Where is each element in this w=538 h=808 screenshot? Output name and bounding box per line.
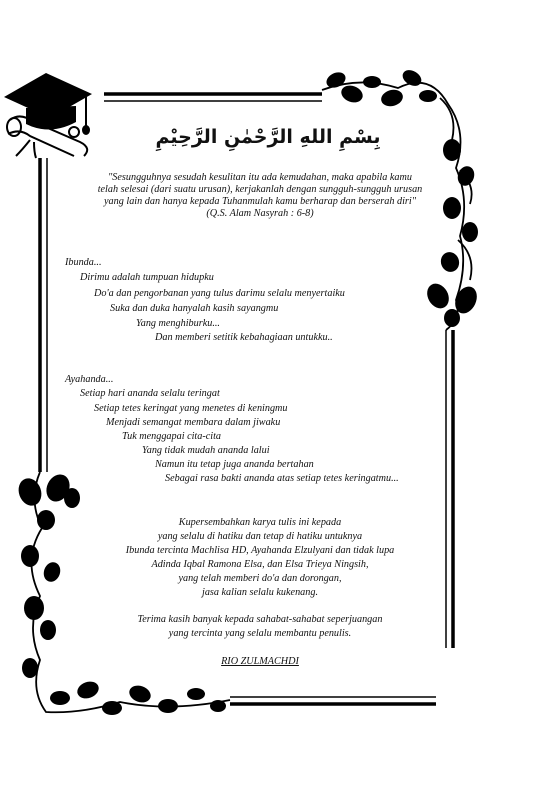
- ayahanda-line: Yang tidak mudah ananda lalui: [142, 445, 270, 456]
- author-signature: RIO ZULMACHDI: [221, 656, 299, 667]
- dedication-line: Kupersembahkan karya tulis ini kepada: [178, 517, 342, 528]
- ayahanda-line: Setiap hari ananda selalu teringat: [80, 388, 220, 399]
- ibunda-line: Yang menghiburku...: [136, 318, 220, 329]
- ayahanda-line: Menjadi semangat membara dalam jiwaku: [106, 417, 281, 428]
- thanks-line: yang tercinta yang selalu membantu penulis.: [168, 628, 352, 639]
- ibunda-line: Dan memberi setitik kebahagiaan untukku..: [155, 332, 333, 343]
- quote-line: "Sesungguhnya sesudah kesulitan itu ada kemudahan, maka apabila kamu: [108, 172, 412, 183]
- ibunda-line: Do'a dan pengorbanan yang tulus darimu selalu menyertaiku: [94, 288, 345, 299]
- graduation-cap-icon: [4, 73, 92, 158]
- ibunda-line: Suka dan duka hanyalah kasih sayangmu: [110, 303, 279, 314]
- ayahanda-line: Setiap tetes keringat yang menetes di keningmu: [94, 403, 288, 414]
- dedication-line: jasa kalian selalu kukenang.: [201, 587, 318, 598]
- ayahanda-line: Sebagai rasa bakti ananda atas setiap tetes keringatmu...: [165, 473, 399, 484]
- quote-reference: (Q.S. Alam Nasyrah : 6-8): [206, 208, 314, 219]
- basmala-calligraphy: بِسْمِ اللهِ الرَّحْمٰنِ الرَّحِيْمِ: [155, 126, 381, 148]
- thanks-line: Terima kasih banyak kepada sahabat-sahabat seperjuangan: [137, 614, 383, 625]
- dedication-line: yang selalu di hatiku dan tetap di hatiku untuknya: [157, 531, 363, 542]
- ayahanda-line: Namun itu tetap juga ananda bertahan: [155, 459, 314, 470]
- ibunda-heading: Ibunda...: [65, 257, 102, 268]
- ayahanda-heading: Ayahanda...: [65, 374, 114, 385]
- ayahanda-line: Tuk menggapai cita-cita: [122, 431, 222, 442]
- dedication-line: Adinda Iqbal Ramona Elsa, dan Elsa Trieya Ningsih,: [151, 559, 369, 570]
- quote-line: telah selesai (dari suatu urusan), kerjakanlah dengan sungguh-sungguh urusan: [97, 184, 423, 195]
- dedication-line: yang telah memberi do'a dan dorongan,: [178, 573, 342, 584]
- ibunda-line: Dirimu adalah tumpuan hidupku: [80, 272, 214, 283]
- quote-line: yang lain dan hanya kepada Tuhanmulah kamu berharap dan berserah diri": [104, 196, 416, 207]
- dedication-line: Ibunda tercinta Machlisa HD, Ayahanda Elzulyani dan tidak lupa: [125, 545, 395, 556]
